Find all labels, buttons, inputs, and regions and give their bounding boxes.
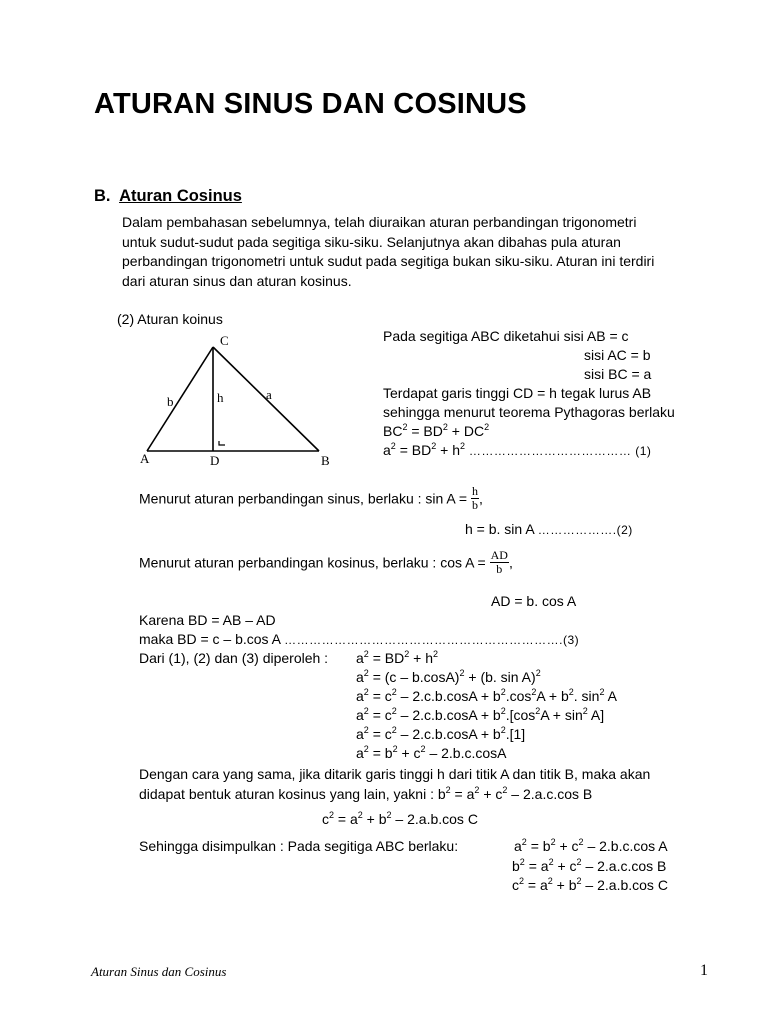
pythagoras-statement: sehingga menurut teorema Pythagoras berlaku [383,404,675,420]
step-1 [356,650,438,666]
exp: 2 [432,649,438,659]
eq-part: a [383,442,391,458]
eq-part: .[1] [505,726,526,742]
exp: 2 [363,744,369,754]
eq-part: BC [383,423,403,439]
similar-line-1: Dengan cara yang sama, jika ditarik garis tinggi h dari titik A dan titik B, maka akan [139,766,651,782]
vertex-a-label: A [140,451,150,466]
equation-2 [465,521,633,537]
eq-part: a [514,838,522,854]
exp: 2 [548,857,554,867]
exp: 2 [431,441,437,451]
eq-part: + b [552,877,577,893]
exp: 2 [459,668,465,678]
frac-num: AD [490,548,508,562]
step-2 [356,669,541,685]
maka-text: maka BD = c – [139,631,232,647]
eq-part: A + b [536,688,569,704]
sine-text: Menurut aturan perbandingan sinus, berlaku : sin A = [139,490,468,507]
equation-1-dots: ………………………………… (1) [468,444,652,458]
eq-part: c [322,811,329,827]
right-angle-mark [219,441,225,445]
conclusion-rule-a [514,838,668,854]
conclusion-rule-b [512,858,666,874]
equation-3 [139,631,579,647]
karena-line: Karena BD = AB – AD [139,612,276,628]
eq-part: – 2.a.b.cos C [581,877,668,893]
exp: 2 [484,422,490,432]
eq-part: a [356,650,364,666]
frac-den: b [496,562,503,576]
eq-part: c [512,877,519,893]
intro-line: Dalam pembahasan sebelumnya, telah diuraikan aturan perbandingan trigonometri [122,214,637,230]
vertex-c-label: C [220,333,229,348]
exp: 2 [474,785,480,795]
exp: 2 [550,837,556,847]
exp: 2 [391,687,397,697]
eq-part: .cos [505,688,532,704]
bcos-term: b.cos A [235,631,281,647]
section-heading [94,187,242,206]
eq-part: b [512,858,520,874]
conclusion-rule-c [512,877,668,893]
exp: 2 [582,706,588,716]
step-5 [356,726,525,742]
altitude-h-label: h [217,390,224,405]
exp: 2 [535,706,541,716]
step-3 [356,688,617,704]
intro-line: untuk sudut-sudut pada segitiga siku-siku. Selanjutnya akan dibahas pula aturan [122,233,621,250]
eq-part: didapat bentuk aturan kosinus yang lain, yakni : b [139,786,446,802]
eq-part: – 2.b.c.cos A [583,838,668,854]
given-bc: sisi BC = a [584,366,652,382]
eq-part: A + sin [540,707,583,723]
section-letter: B. [94,187,111,205]
exp: 2 [363,687,369,697]
eq-part: a [356,688,364,704]
eq-part: + c [555,838,579,854]
eq-part: = b [526,838,551,854]
dari-line: Dari (1), (2) dan (3) diperoleh : [139,650,329,666]
exp: 2 [502,785,508,795]
exp: 2 [568,687,574,697]
eq-part: a [356,707,364,723]
similar-line-2 [139,786,592,802]
eq-part: = a [524,858,549,874]
c-squared-equation [322,811,478,827]
triangle-figure [135,330,345,470]
exp: 2 [363,725,369,735]
eq-part: – 2.b.c.cosA [425,745,507,761]
eq-part: = (c – b.cosA) [368,669,460,685]
eq-part: – 2.c.b.cosA + b [396,688,501,704]
exp: 2 [357,810,363,820]
side-b [147,347,213,451]
eq-part: + (b. sin A) [464,669,536,685]
eq-part: a [356,726,364,742]
exp: 2 [500,706,506,716]
eq-part: = c [368,726,392,742]
sine-ratio-line: Menurut aturan perbandingan sinus, berlaku : sin A = $\frac{h}{b}$ , [139,484,483,512]
exp: 2 [459,441,465,451]
eq-part: = c [368,707,392,723]
eq-part: = b [368,745,393,761]
eq-part: = c [368,688,392,704]
frac-den: b [471,498,478,512]
intro-line: perbandingan trigonometri untuk sudut pada segitiga bukan siku-siku. Aturan ini terdiri [122,253,655,269]
given-ac: sisi AC = b [584,347,651,363]
exp: 2 [391,725,397,735]
exp: 2 [599,687,605,697]
exp: 2 [386,810,392,820]
eq-part: = a [524,877,548,893]
eq-part: = BD [407,423,443,439]
page-number: 1 [700,962,708,979]
subheading: (2) Aturan koinus [117,311,223,327]
eq-part: – 2.c.b.cosA + b [396,707,501,723]
eq-part: = a [450,786,475,802]
vertex-b-label: B [321,453,330,468]
exp: 2 [535,668,541,678]
exp: 2 [442,422,448,432]
ad-equation: AD = b. cos A [491,593,577,609]
eq-part: + DC [447,423,485,439]
h-equation: h = b. sin A [465,521,534,537]
conclusion-text: Sehingga disimpulkan : Pada segitiga ABC berlaku: [139,838,459,854]
side-a-label: a [266,387,272,402]
exp: 2 [363,649,369,659]
exp: 2 [363,668,369,678]
eq-part: + c [397,745,421,761]
side-b-label: b [167,394,174,409]
exp: 2 [519,857,525,867]
eq-part: a [356,745,364,761]
eq-part: – 2.a.c.cos B [581,858,667,874]
step-6 [356,745,507,761]
vertex-d-label: D [210,453,220,468]
exp: 2 [500,687,506,697]
eq-part: – 2.c.b.cosA + b [396,726,501,742]
exp: 2 [578,837,584,847]
exp: 2 [390,441,396,451]
equation-2-dots: ……………….(2) [537,523,633,537]
eq-part: .[cos [505,707,536,723]
exp: 2 [521,837,527,847]
equation-1 [383,442,651,458]
page-title: ATURAN SINUS DAN COSINUS [94,88,527,120]
altitude-statement: Terdapat garis tinggi CD = h tegak lurus AB [383,385,652,401]
exp: 2 [500,725,506,735]
exp: 2 [531,687,537,697]
exp: 2 [404,649,410,659]
exp: 2 [576,876,582,886]
eq-part: + h [409,650,433,666]
section-title: Aturan Cosinus [119,187,242,205]
pythagoras-equation [383,423,489,439]
exp: 2 [402,422,408,432]
ad-over-b-fraction [490,549,509,576]
h-over-b-fraction [471,485,479,512]
exp: 2 [363,706,369,716]
exp: 2 [445,785,451,795]
exp: 2 [392,744,398,754]
exp: 2 [547,876,553,886]
step-4 [356,707,604,723]
eq-part: A [604,688,617,704]
equation-3-dots: ………………………………………………………….(3) [284,633,580,647]
eq-part: + b [362,811,387,827]
eq-part: = BD [368,650,405,666]
cosine-text: Menurut aturan perbandingan kosinus, berlaku : cos A = [139,554,486,571]
eq-part: = a [334,811,358,827]
eq-part: – 2.a.b.cos C [391,811,478,827]
eq-part: – 2.a.c.cos B [507,786,593,802]
eq-part: + h [436,442,460,458]
eq-part: + c [553,858,577,874]
eq-part: . sin [573,688,600,704]
exp: 2 [576,857,582,867]
eq-part: A] [587,707,605,723]
frac-num: h [471,484,478,498]
eq-part: = BD [395,442,432,458]
given-ab: Pada segitiga ABC diketahui sisi AB = c [383,328,629,344]
exp: 2 [420,744,426,754]
exp: 2 [329,810,335,820]
eq-part: a [356,669,364,685]
eq-part: + c [479,786,503,802]
intro-paragraph [122,213,722,291]
exp: 2 [519,876,525,886]
intro-line: dari aturan sinus dan aturan kosinus. [122,272,352,289]
footer-title: Aturan Sinus dan Cosinus [91,964,227,979]
cosine-ratio-line: Menurut aturan perbandingan kosinus, berlaku : cos A = $\frac{AD}{b}$ , [139,548,513,576]
exp: 2 [391,706,397,716]
